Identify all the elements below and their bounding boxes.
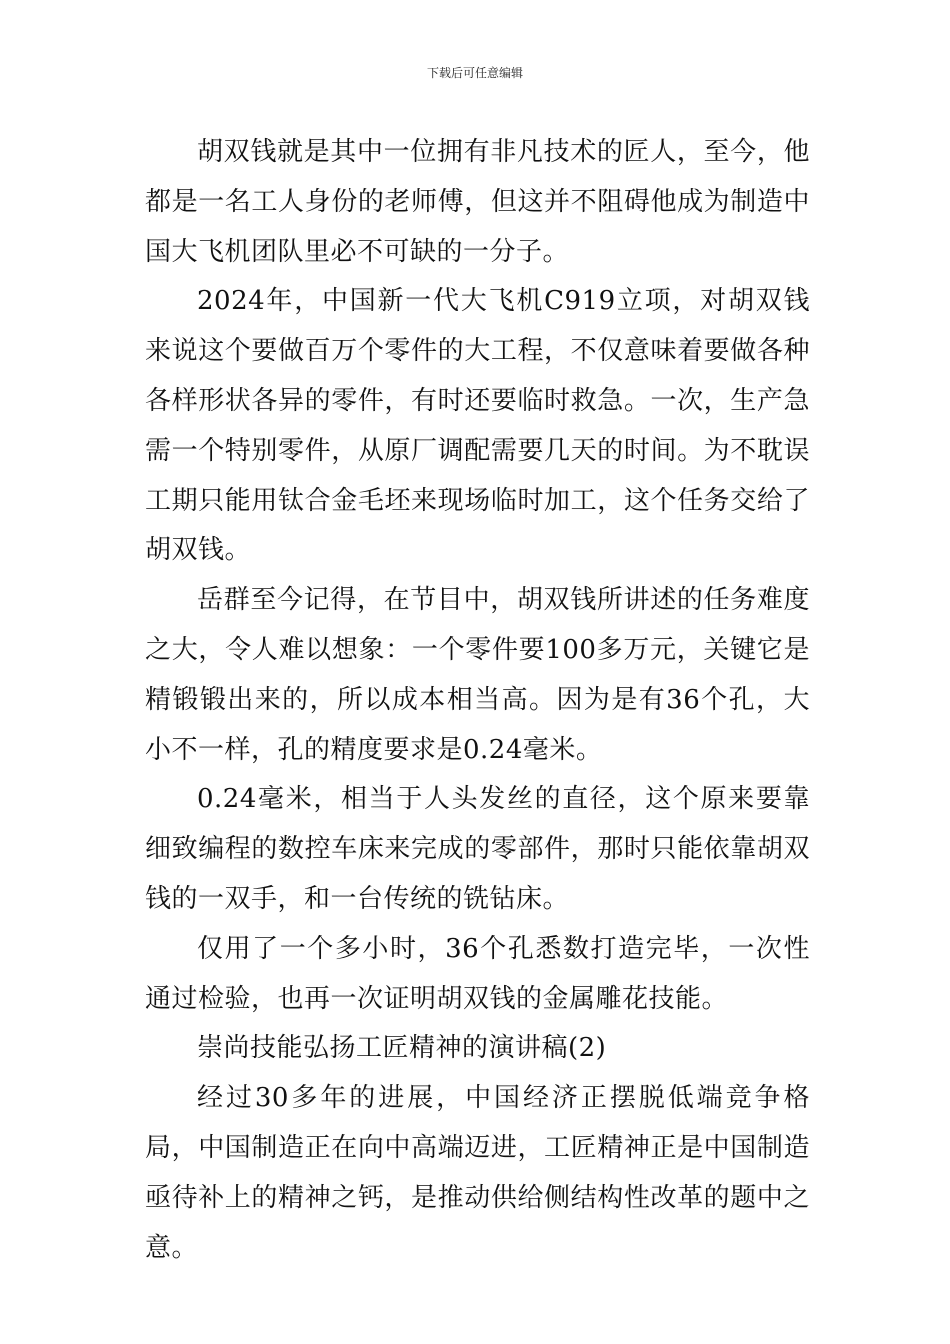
paragraph-3: 岳群至今记得，在节目中，胡双钱所讲述的任务难度之大，令人难以想象：一个零件要100多万元，关键它是精锻锻出来的，所以成本相当高。因为是有36个孔，大小不一样，孔的精度要求是0.24毫米。: [145, 585, 810, 765]
paragraph-5: 仅用了一个多小时，36个孔悉数打造完毕，一次性通过检验，也再一次证明胡双钱的金属雕花技能。: [145, 933, 810, 1014]
document-body: [145, 128, 810, 1273]
paragraph-6: 经过30多年的进展，中国经济正摆脱低端竞争格局，中国制造正在向中高端迈进，工匠精神正是中国制造亟待补上的精神之钙，是推动供给侧结构性改革的题中之意。: [145, 1083, 810, 1263]
paragraph-2: 2024年，中国新一代大飞机C919立项，对胡双钱来说这个要做百万个零件的大工程，不仅意味着要做各种各样形状各异的零件，有时还要临时救急。一次，生产急需一个特别零件，从原厂调配需要几天的时间。为不耽误工期只能用钛合金毛坯来现场临时加工，这个任务交给了胡双钱。: [145, 286, 810, 566]
section-heading: 崇尚技能弘扬工匠精神的演讲稿(2): [197, 1033, 607, 1064]
paragraph-4: 0.24毫米，相当于人头发丝的直径，这个原来要靠细致编程的数控车床来完成的零部件，那时只能依靠胡双钱的一双手，和一台传统的铣钻床。: [145, 784, 810, 914]
paragraph-1: 胡双钱就是其中一位拥有非凡技术的匠人，至今，他都是一名工人身份的老师傅，但这并不阻碍他成为制造中国大飞机团队里必不可缺的一分子。: [145, 137, 810, 267]
page-header: 下载后可任意编辑: [426, 66, 523, 80]
